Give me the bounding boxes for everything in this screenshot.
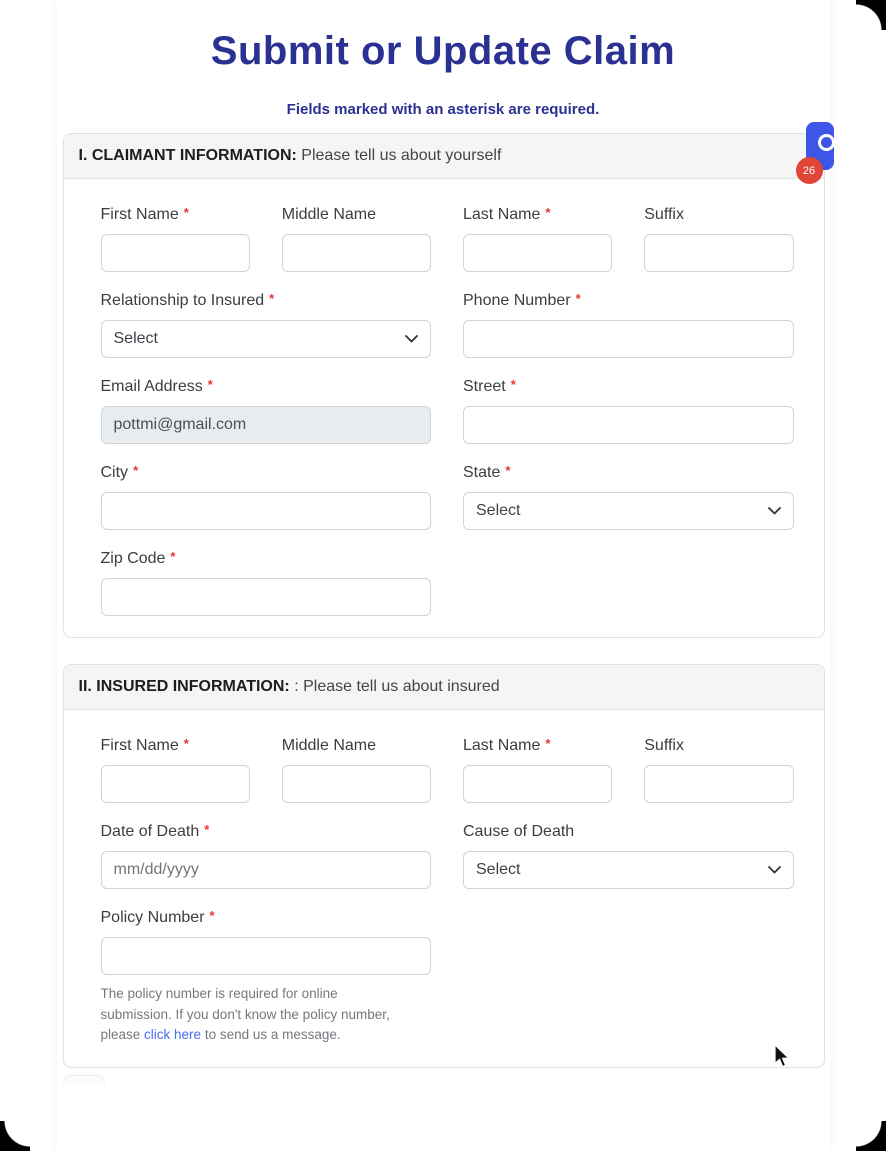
city-input[interactable] [101, 492, 432, 530]
date-of-death-input[interactable] [101, 851, 432, 889]
last-name-field-group [463, 206, 612, 272]
click-here-link[interactable]: click here [144, 1027, 202, 1042]
phone-label: Phone Number * [463, 291, 581, 309]
claimant-section-header [64, 134, 824, 179]
required-asterisk: * [575, 291, 581, 306]
insured-section-heading: II. INSURED INFORMATION: [78, 678, 290, 695]
first-name-label: First Name * [100, 205, 189, 223]
claimant-first-name-input[interactable] [101, 234, 250, 272]
cause-of-death-field-group [463, 823, 794, 889]
cause-of-death-select[interactable] [463, 851, 794, 889]
claimant-middle-name-input[interactable] [282, 234, 431, 272]
claimant-suffix-input[interactable] [644, 234, 793, 272]
next-section-edge [63, 1075, 105, 1084]
middle-name-field-group [282, 206, 431, 272]
street-label: Street * [463, 377, 516, 395]
required-asterisk: * [183, 205, 189, 220]
chat-bubble-icon [818, 134, 834, 151]
state-select-value: Select [476, 502, 521, 519]
chevron-down-icon [768, 866, 781, 874]
insured-information-section [63, 664, 825, 1068]
insured-middle-name-field-group [282, 737, 431, 803]
form-page [57, 0, 830, 1151]
city-label: City * [100, 463, 139, 481]
first-name-field-group [101, 206, 250, 272]
zip-label: Zip Code * [100, 549, 176, 567]
street-input[interactable] [463, 406, 794, 444]
date-of-death-field-group [101, 823, 432, 889]
insured-suffix-label: Suffix [644, 737, 684, 754]
claimant-information-section [63, 133, 825, 638]
chevron-down-icon [768, 507, 781, 515]
zip-code-input[interactable] [101, 578, 432, 616]
state-select[interactable] [463, 492, 794, 530]
relationship-label: Relationship to Insured * [100, 291, 275, 309]
insured-last-name-input[interactable] [463, 765, 612, 803]
cause-of-death-select-value: Select [476, 861, 521, 878]
insured-suffix-input[interactable] [644, 765, 793, 803]
screen-corner [856, 1121, 886, 1151]
date-of-death-label: Date of Death * [100, 822, 210, 840]
insured-section-header [64, 665, 824, 710]
email-field-group [101, 378, 432, 444]
chevron-down-icon [405, 335, 418, 343]
relationship-select[interactable] [101, 320, 432, 358]
insured-first-name-input[interactable] [101, 765, 250, 803]
relationship-field-group [101, 292, 432, 358]
policy-number-field-group [101, 909, 432, 1046]
state-field-group [463, 464, 794, 530]
required-fields-note: Fields marked with an asterisk are required. [286, 101, 600, 118]
required-asterisk: * [207, 377, 213, 392]
street-field-group [463, 378, 794, 444]
insured-middle-name-label: Middle Name [281, 737, 377, 754]
screen-corner [856, 0, 886, 30]
cause-of-death-label: Cause of Death [463, 823, 575, 840]
suffix-label: Suffix [644, 206, 684, 223]
required-asterisk: * [269, 291, 275, 306]
last-name-label: Last Name * [463, 205, 551, 223]
required-asterisk: * [183, 736, 189, 751]
email-address-input[interactable] [101, 406, 432, 444]
relationship-select-value: Select [113, 330, 158, 347]
claimant-last-name-input[interactable] [463, 234, 612, 272]
required-asterisk: * [209, 908, 215, 923]
phone-number-input[interactable] [463, 320, 794, 358]
required-asterisk: * [133, 463, 139, 478]
insured-last-name-label: Last Name * [463, 736, 551, 754]
claimant-section-heading: I. CLAIMANT INFORMATION: [78, 147, 297, 164]
middle-name-label: Middle Name [281, 206, 377, 223]
required-asterisk: * [545, 736, 551, 751]
phone-field-group [463, 292, 794, 358]
policy-number-help-text: The policy number is required for online submission. If you don't know the policy number, please click here to send us a message. [100, 986, 390, 1042]
suffix-field-group [644, 206, 793, 272]
claimant-section-body [64, 179, 824, 637]
email-label: Email Address * [100, 377, 213, 395]
insured-suffix-field-group [644, 737, 793, 803]
zip-field-group [101, 550, 432, 616]
required-asterisk: * [505, 463, 511, 478]
chat-notification-badge: 26 [796, 157, 823, 184]
city-field-group [101, 464, 432, 530]
state-label: State * [463, 463, 511, 481]
policy-number-input[interactable] [101, 937, 432, 975]
insured-first-name-label: First Name * [100, 736, 189, 754]
claimant-section-subheading: Please tell us about yourself [301, 147, 502, 164]
insured-first-name-field-group [101, 737, 250, 803]
insured-last-name-field-group [463, 737, 612, 803]
policy-number-label: Policy Number * [100, 908, 215, 926]
screen-corner [0, 1121, 30, 1151]
insured-section-body [64, 710, 824, 1067]
required-asterisk: * [545, 205, 551, 220]
required-asterisk: * [510, 377, 516, 392]
insured-section-subheading: : Please tell us about insured [294, 678, 500, 695]
required-asterisk: * [170, 549, 176, 564]
page-title: Submit or Update Claim [210, 29, 676, 73]
required-asterisk: * [204, 822, 210, 837]
insured-middle-name-input[interactable] [282, 765, 431, 803]
